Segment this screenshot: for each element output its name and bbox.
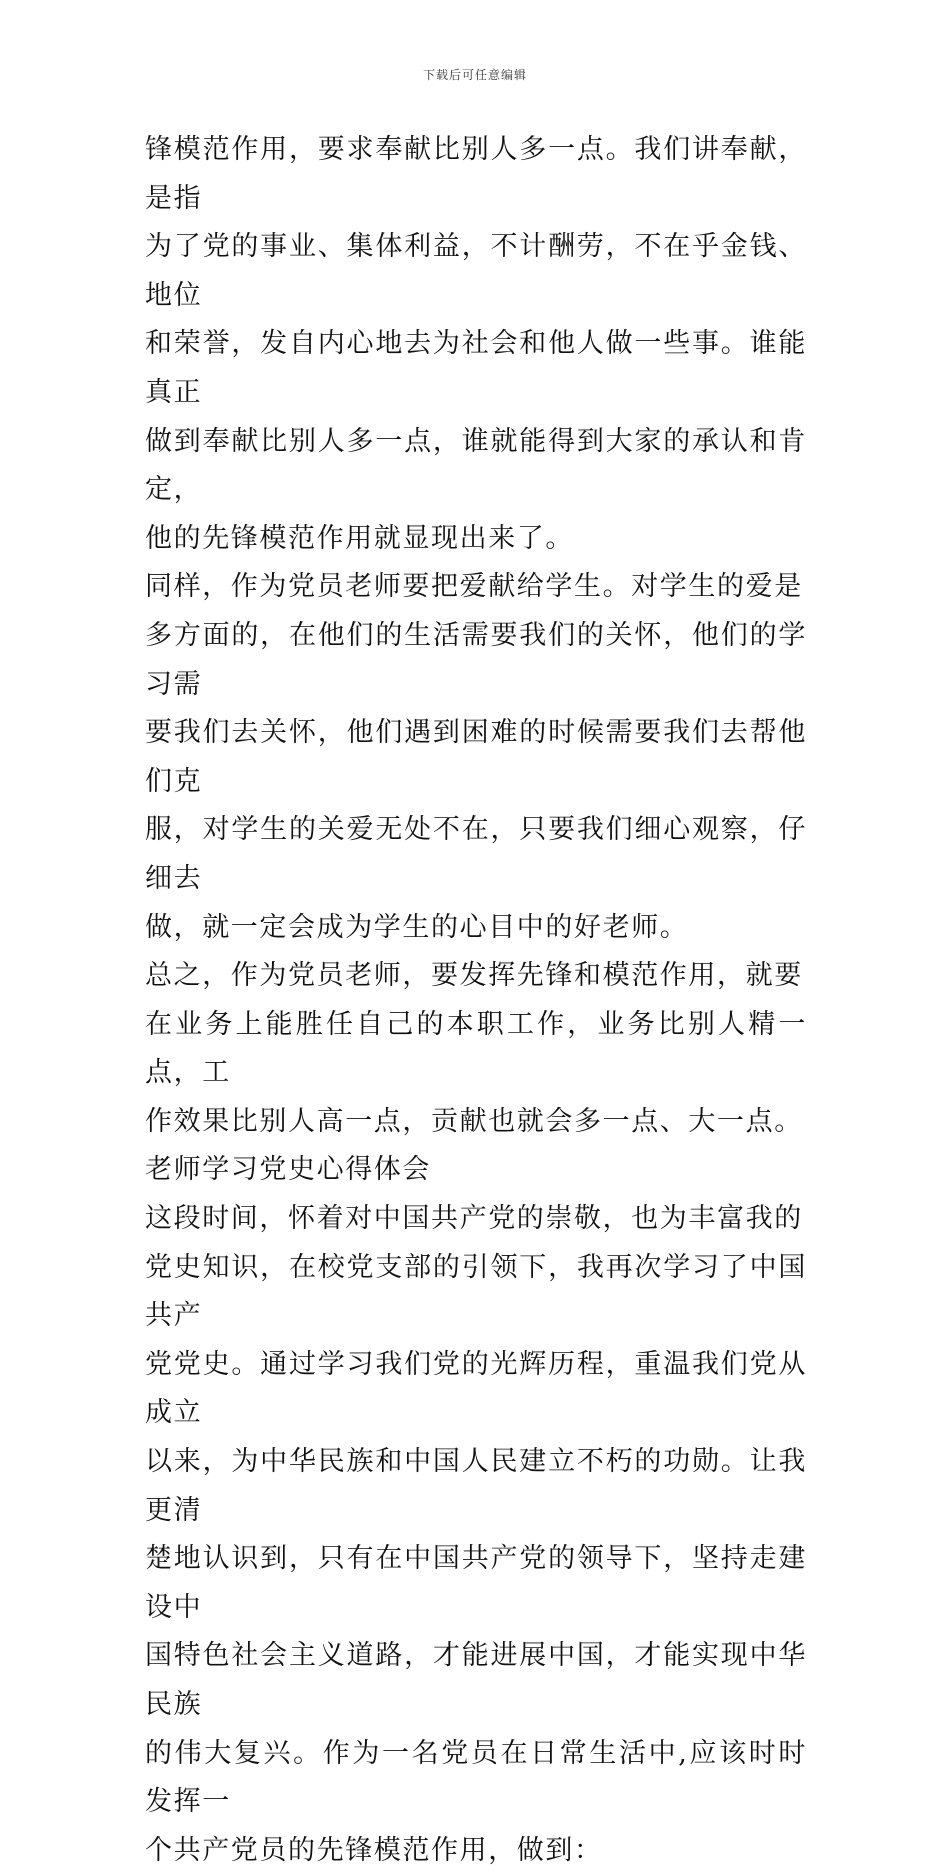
paragraph-love-for-students: 同样，作为党员老师要把爱献给学生。对学生的爱是 多方面的，在他们的生活需要我们的关怀，他们的学习需 要我们去关怀，他们遇到困难的时候需要我们去帮他们克 服，对学生的关爱无处不在，只要我们细心观察，仔细去 做，就一定会成为学生的心目中的好老师。 (145, 571, 807, 943)
paragraph-continuation: 锋模范作用，要求奉献比别人多一点。我们讲奉献，是指 为了党的事业、集体利益，不计酬劳，不在乎金钱、地位 和荣誉，发自内心地去为社会和他人做一些事。谁能真正 做到奉献比别人多一点，谁就能得到大家的承认和肯定， 他的先锋模范作用就显现出来了。 (145, 134, 807, 554)
document-body (145, 126, 807, 1875)
header-note: 下载后可任意编辑 (422, 68, 527, 82)
paragraph-conclusion: 总之，作为党员老师，要发挥先锋和模范作用，就要 在业务上能胜任自己的本职工作，业务比别人精一点，工 作效果比别人高一点，贡献也就会多一点、大一点。 (145, 960, 807, 1137)
paragraph-party-history: 这段时间，怀着对中国共产党的崇敬，也为丰富我的 党史知识，在校党支部的引领下，我再次学习了中国共产 党党史。通过学习我们党的光辉历程，重温我们党从成立 以来，为中华民族和中国人民建立不朽的功勋。让我更清 楚地认识到，只有在中国共产党的领导下，坚持走建设中 国特色社会主义道路，才能进展中国，才能实现中华民族 的伟大复兴。作为一名党员在日常生活中,应该时时发挥一 个共产党员的先锋模范作用，做到： (145, 1203, 807, 1866)
section-heading: 老师学习党史心得体会 (145, 1154, 431, 1186)
